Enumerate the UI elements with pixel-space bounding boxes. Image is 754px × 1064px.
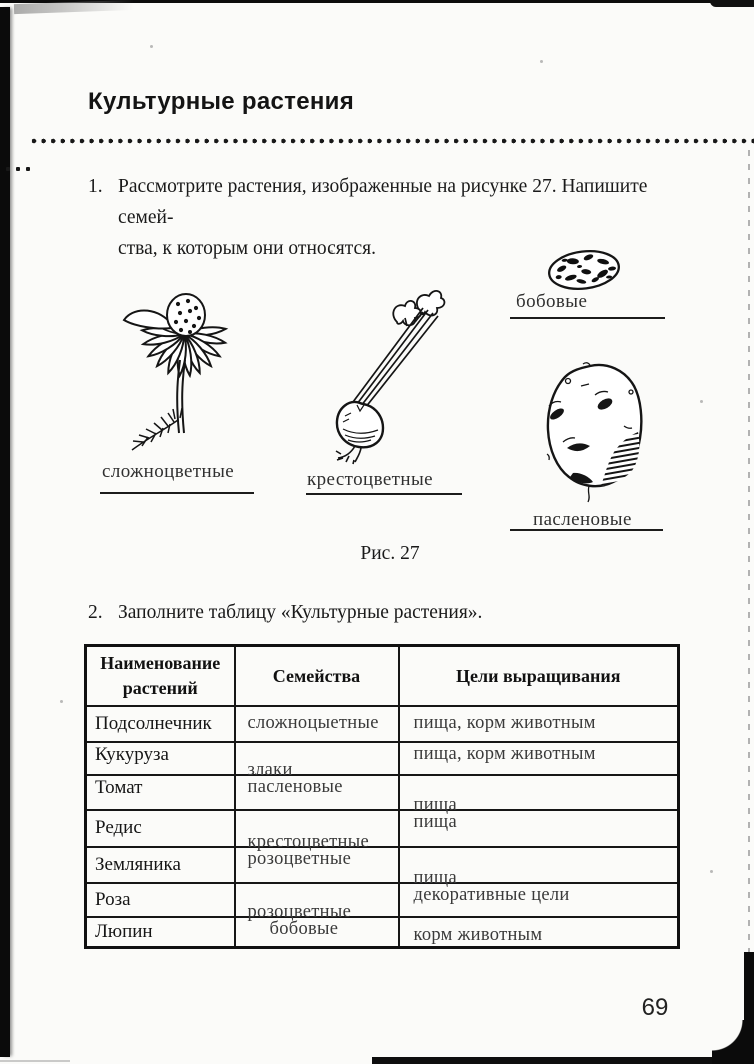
task-1-text-line1: Рассмотрите растения, изображенные на рисунке 27. Напишите семей- <box>118 176 648 228</box>
table-row <box>86 810 679 847</box>
paper-speck <box>60 700 63 703</box>
potato-drawing <box>545 362 645 502</box>
col-header-family: Семейства <box>235 646 399 706</box>
label-potato-family: пасленовые <box>533 509 632 530</box>
answer-line <box>100 492 254 494</box>
scan-line <box>0 1060 70 1062</box>
scan-corner <box>712 1020 754 1064</box>
family-answer: розоцветные <box>247 901 352 922</box>
page-number: 69 <box>641 994 669 1021</box>
col-header-plant-name: Наименование растений <box>86 646 235 706</box>
table-row <box>86 706 679 742</box>
family-answer: злаки <box>247 759 293 780</box>
answer-line <box>306 493 462 495</box>
task-2-number: 2. <box>88 602 103 623</box>
figure-caption: Рис. 27 <box>360 543 420 564</box>
label-chamomile-family: сложноцветные <box>102 461 235 482</box>
page-title: Культурные растения <box>88 88 355 115</box>
plant-name: Подсолнечник <box>95 712 212 734</box>
task-2-text: Заполните таблицу «Культурные растения». <box>118 602 483 623</box>
purpose-answer: пища <box>413 811 457 832</box>
task-2 <box>88 597 718 628</box>
purpose-answer: пища, корм животным <box>413 743 596 764</box>
purpose-answer: декоративные цели <box>413 884 570 905</box>
task-1-text-line2: ства, к которым они относятся. <box>118 238 377 259</box>
answer-line <box>510 317 665 319</box>
answer-line <box>510 529 663 531</box>
radish-drawing <box>335 288 443 464</box>
paper-speck <box>150 45 153 48</box>
dotted-separator <box>30 137 754 145</box>
plant-name: Кукуруза <box>95 743 169 765</box>
col-header-purpose: Цели выращивания <box>399 646 679 706</box>
purpose-answer: пища <box>413 867 457 888</box>
table-row <box>86 847 679 883</box>
table-row <box>86 775 679 810</box>
cultivated-plants-table <box>84 644 680 949</box>
plant-name: Редис <box>95 817 142 838</box>
purpose-answer: пища, корм животным <box>413 713 596 733</box>
paper-speck <box>700 400 703 403</box>
paper-speck <box>540 60 543 63</box>
stray-dots <box>4 165 34 173</box>
table-row <box>86 742 679 775</box>
purpose-answer: корм животным <box>413 925 543 946</box>
table-row <box>86 883 679 917</box>
task-1-number: 1. <box>88 176 103 197</box>
chamomile-drawing <box>118 292 240 452</box>
plant-name: Роза <box>95 888 131 910</box>
family-answer: крестоцветные <box>247 831 369 852</box>
scan-edge-right <box>748 150 750 960</box>
table-row <box>86 917 679 948</box>
label-bean-family: бобовые <box>516 291 588 312</box>
scan-mark <box>710 0 754 7</box>
plant-name: Томат <box>95 776 143 798</box>
plant-name: Земляника <box>95 853 181 875</box>
bean-drawing <box>546 248 622 292</box>
family-answer: розоцветные <box>247 848 352 869</box>
scan-edge-bottom <box>372 1057 754 1064</box>
paper-speck <box>710 870 713 873</box>
family-answer: бобовые <box>269 918 339 939</box>
family-answer: сложноцыетные <box>247 713 379 733</box>
plant-name: Люпин <box>95 920 153 942</box>
label-radish-family: крестоцветные <box>307 469 433 490</box>
family-answer: пасленовые <box>247 776 343 797</box>
purpose-answer: пища <box>413 794 457 815</box>
